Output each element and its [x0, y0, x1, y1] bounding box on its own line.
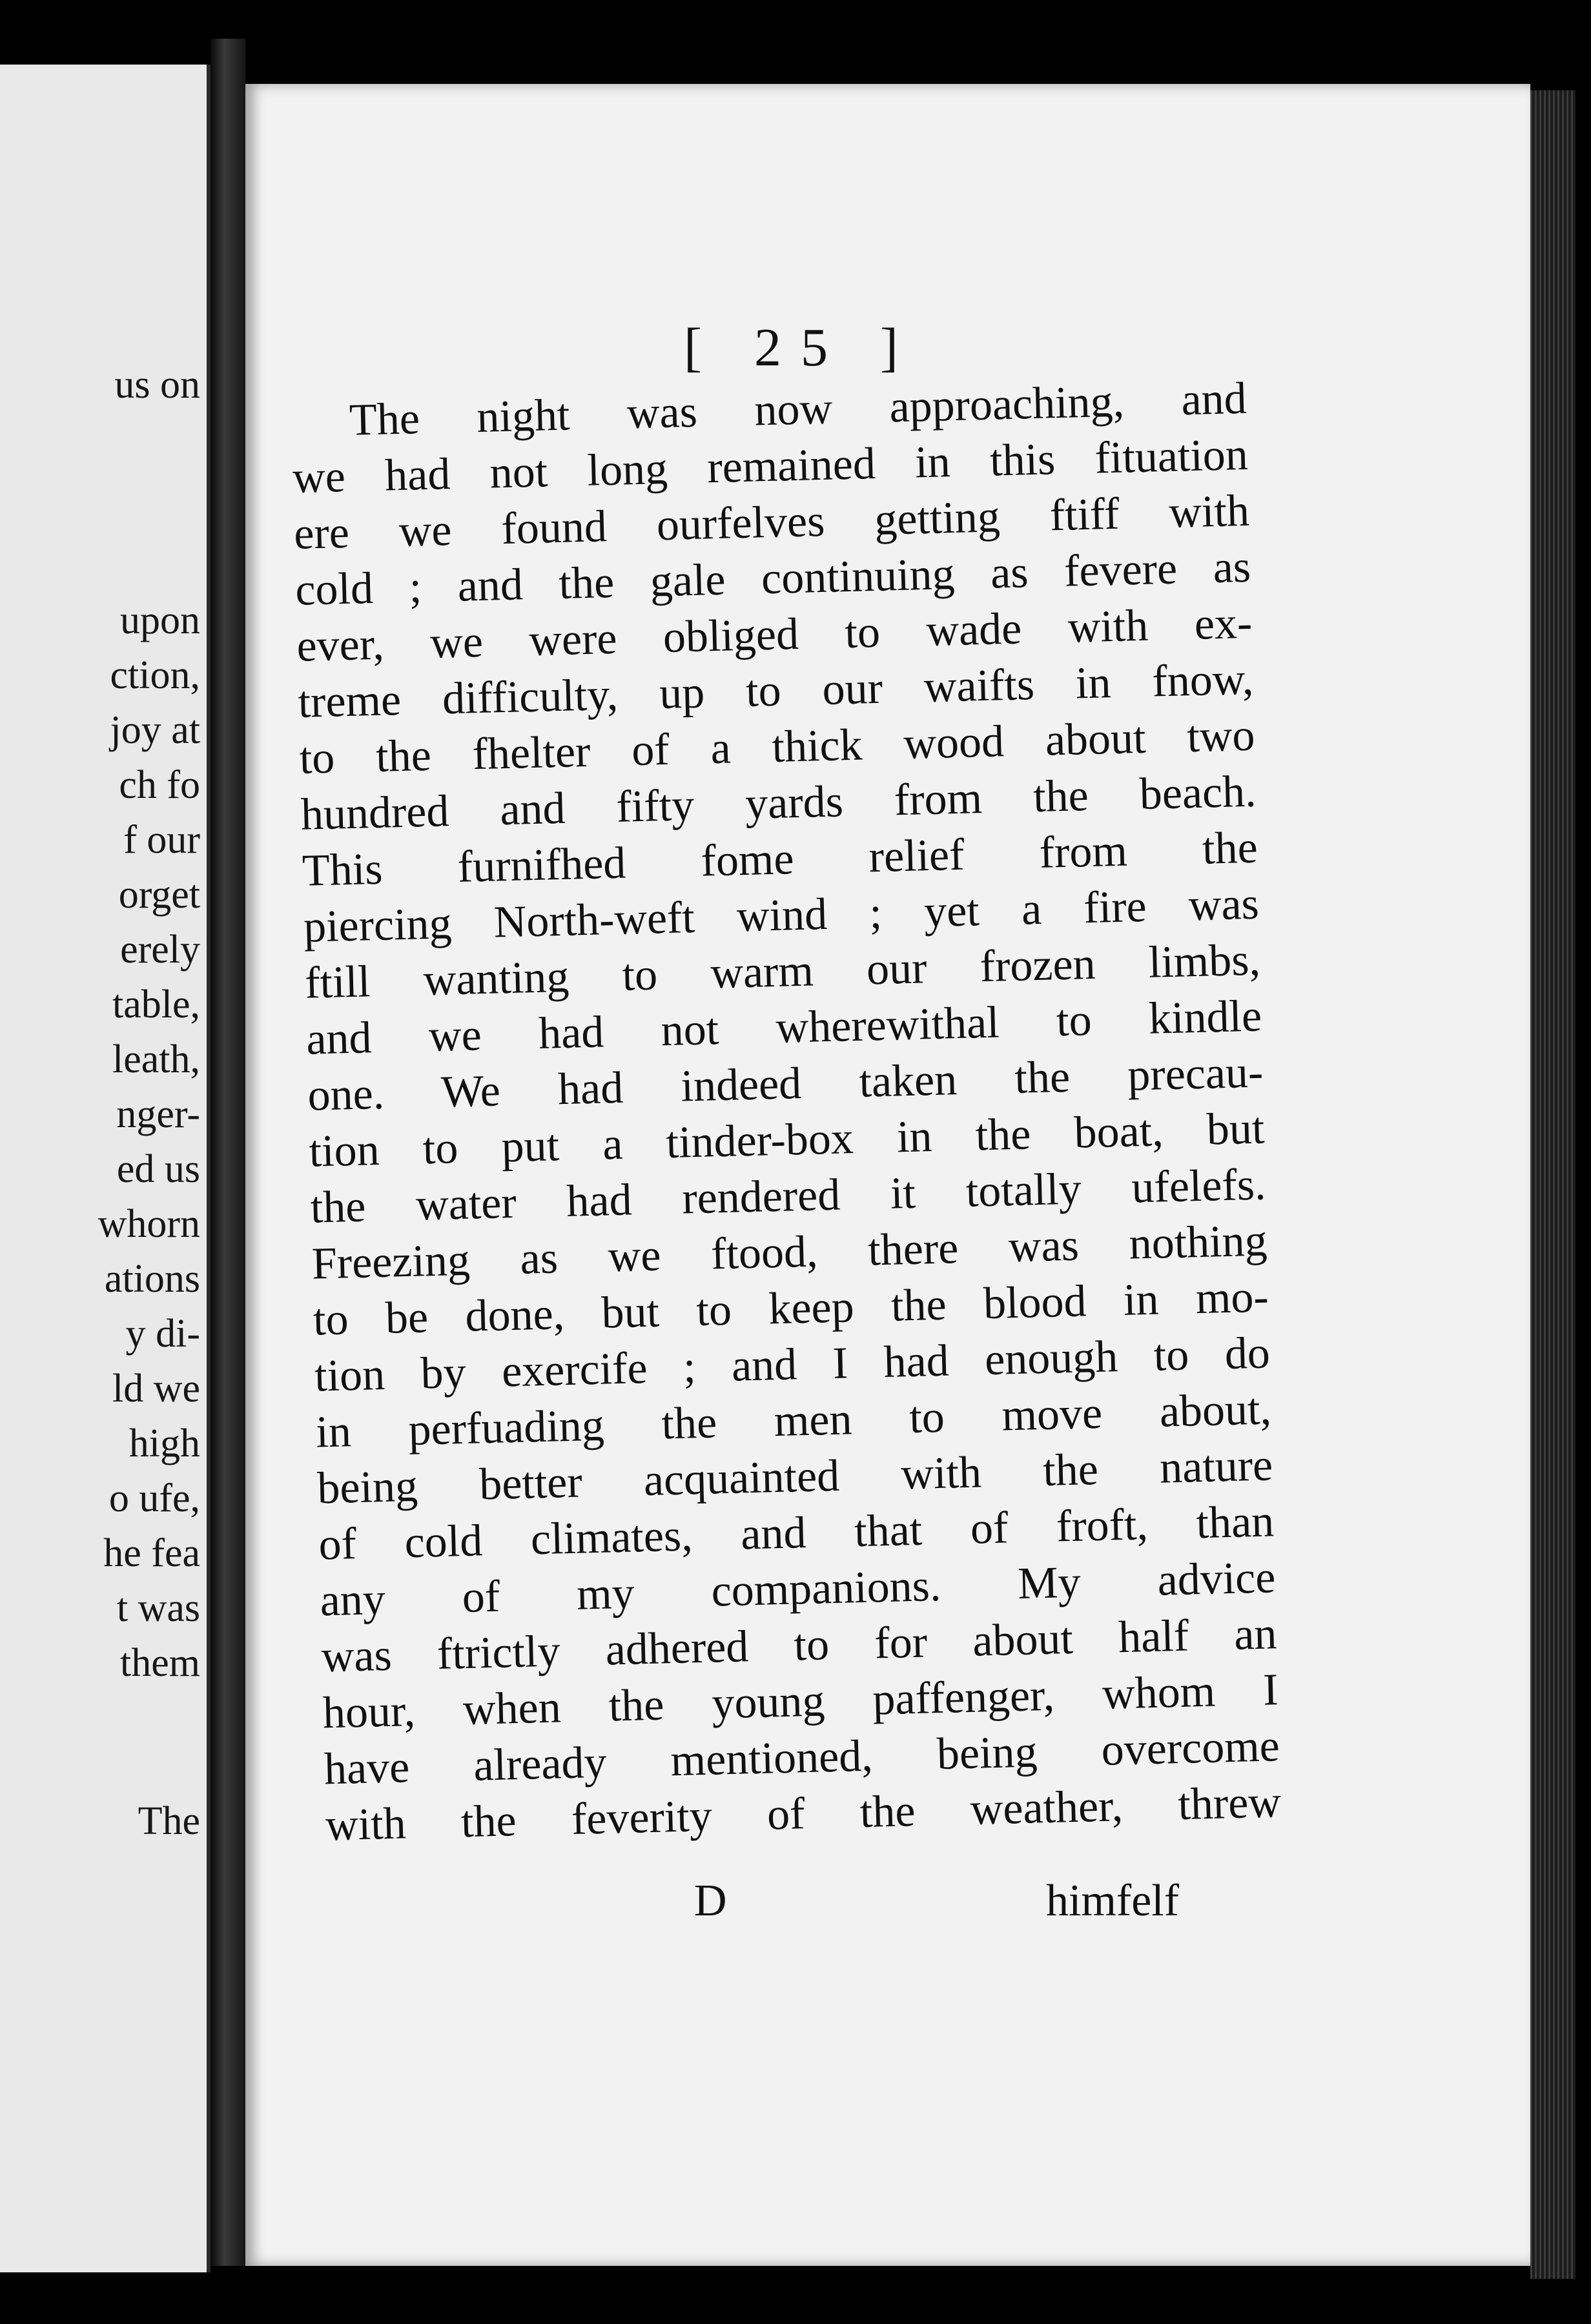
text-line: we had not long remained in this fituation [292, 429, 1249, 503]
facing-page-text: table, [112, 983, 200, 1026]
text-line: to be done, but to keep the blood in mo- [313, 1272, 1269, 1345]
facing-page-text: ction, [110, 653, 200, 697]
facing-page-text: orget [118, 873, 200, 917]
text-line: with the feverity of the weather, threw [325, 1777, 1282, 1851]
facing-page-text: f our [123, 818, 200, 862]
text-line: one. We had indeed taken the precau- [307, 1047, 1264, 1121]
facing-page-text: ations [104, 1257, 200, 1301]
text-line: tion to put a tinder-box in the boat, but [308, 1103, 1266, 1177]
facing-page-text: y di- [125, 1312, 200, 1356]
facing-page-text: nger- [116, 1092, 200, 1136]
facing-page-text: t was [116, 1586, 200, 1630]
text-line: in perfuading the men to move about, [315, 1384, 1272, 1458]
text-line: The night was now approaching, and [349, 373, 1247, 445]
text-line: ere we found ourfelves getting ftiff with [293, 485, 1250, 559]
facing-page-text: The [138, 1799, 200, 1843]
text-line: the water had rendered it totally ufelefs. [309, 1159, 1267, 1233]
facing-page-text: ld we [112, 1367, 200, 1411]
text-line: of cold climates, and that of froft, than [318, 1496, 1275, 1570]
facing-page-text: upon [120, 598, 200, 642]
body-text [291, 371, 1282, 1853]
text-line: was ftrictly adhered to for about half an [320, 1609, 1278, 1682]
text-line: piercing North-weft wind ; yet a fire was [303, 879, 1260, 952]
facing-page-text: erely [120, 928, 200, 972]
book-gutter [210, 39, 245, 2266]
text-line: and we had not wherewithal to kindle [305, 991, 1262, 1065]
text-line: have already mentioned, being overcome [323, 1721, 1280, 1795]
facing-page-text: them [120, 1641, 200, 1685]
facing-page-text: he fea [103, 1531, 200, 1575]
facing-page-text: joy at [110, 708, 200, 752]
text-line: hundred and fifty yards from the beach. [300, 766, 1257, 840]
text-line: hour, when the young paffenger, whom I [322, 1665, 1279, 1738]
text-line: Freezing as we ftood, there was nothing [311, 1216, 1268, 1289]
text-line: any of my companions. My advice [319, 1553, 1277, 1626]
text-line: tion by exercife ; and I had enough to do [314, 1328, 1271, 1402]
text-line: ever, we were obliged to wade with ex- [296, 598, 1253, 671]
facing-page-text: whorn [98, 1202, 200, 1246]
facing-page-text: high [128, 1422, 200, 1465]
facing-page-text: leath, [112, 1037, 200, 1081]
page-edge [1530, 90, 1576, 2279]
facing-page-text: ed us [116, 1147, 200, 1191]
catchword: himfelf [1046, 1876, 1180, 1926]
text-line: ftill wanting to warm our frozen limbs, [304, 935, 1261, 1008]
text-line: to the fhelter of a thick wood about two [298, 710, 1256, 784]
facing-page-text: o ufe, [108, 1476, 200, 1520]
text-line: cold ; and the gale continuing as fevere as [294, 542, 1251, 615]
facing-page-text: ch fo [119, 763, 200, 807]
facing-page-text: us on [114, 363, 200, 407]
signature-mark: D [694, 1876, 727, 1926]
text-line: treme difficulty, up to our waifts in fnow, [297, 654, 1255, 728]
page-number-header: [ 25 ] [684, 318, 918, 378]
facing-page-fragment [0, 65, 210, 2272]
text-line: This furnifhed fome relief from the [302, 822, 1258, 896]
text-line: being better acquainted with the nature [316, 1440, 1273, 1514]
